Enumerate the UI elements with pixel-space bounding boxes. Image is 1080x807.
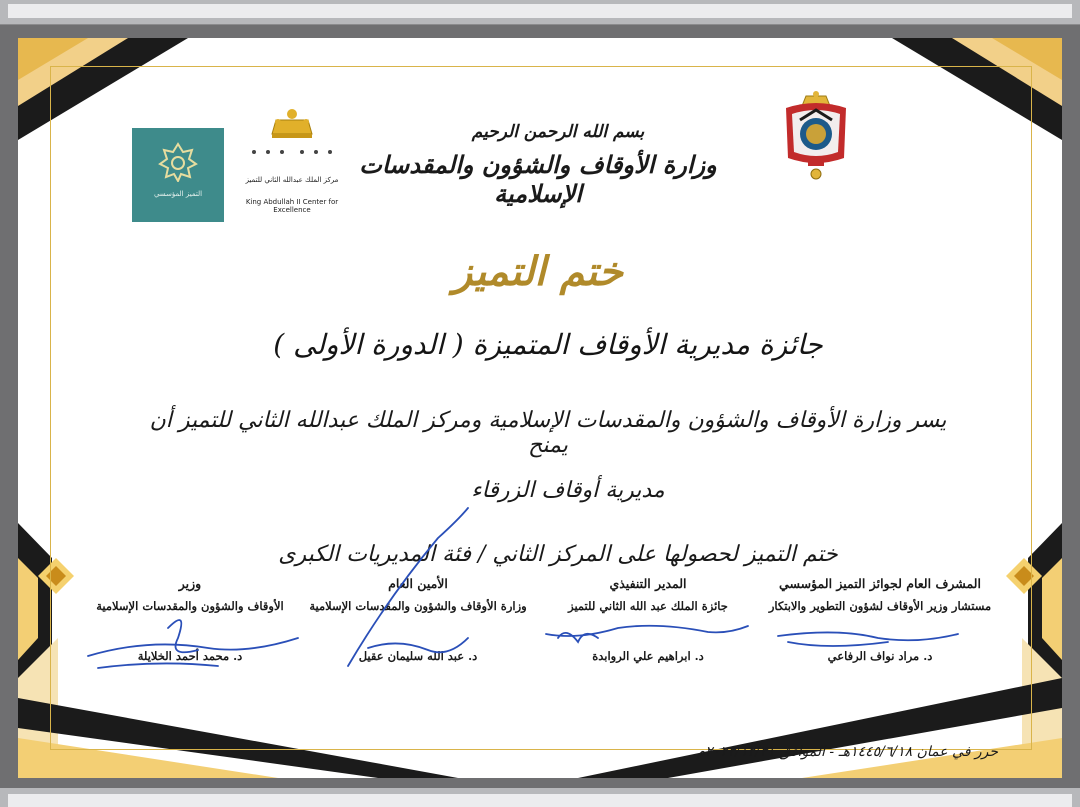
signature-name: د. مراد نواف الرفاعي [827, 649, 933, 663]
recipient-name: مديرية أوقاف الزرقاء [471, 478, 665, 503]
award-name: ختم التميز [453, 248, 623, 295]
signature-title: وزير [178, 576, 202, 591]
top-page-edge [0, 0, 1080, 25]
signature-position: الأوقاف والشؤون والمقدسات الإسلامية [96, 599, 284, 613]
certificate-body-text: يسر وزارة الأوقاف والشؤون والمقدسات الإسلامية ومركز الملك عبدالله الثاني للتميز أن يمنح [149, 408, 947, 458]
handwritten-signatures [18, 38, 1062, 778]
award-result: ختم التميز لحصولها على المركز الثاني / فئة المديريات الكبرى [278, 542, 838, 567]
signature-name: د. عبد الله سليمان عقيل [358, 649, 478, 663]
center-logo-caption-en: King Abdullah II Center for Excellence [245, 198, 339, 214]
signature-position: جائزة الملك عبد الله الثاني للتميز [568, 599, 728, 613]
bottom-page-edge [0, 788, 1080, 807]
basmala: بسم الله الرحمن الرحيم [471, 122, 645, 142]
signature-position: وزارة الأوقاف والشؤون والمقدسات الإسلامية [309, 599, 527, 613]
signature-title: المدير التنفيذي [609, 576, 687, 591]
signature-title: الأمين العام [388, 576, 448, 591]
signature-name: د. ابراهيم علي الروابدة [592, 649, 704, 663]
signature-title: المشرف العام لجوائز التميز المؤسسي [779, 576, 981, 591]
ministry-title: وزارة الأوقاف والشؤون والمقدسات الإسلامية [359, 150, 717, 208]
issue-date: حرر في عمان ١٤٤٥/٦/١٨هـ - الموافق ٢٠٢٣/١٢/٣١م [696, 744, 998, 760]
certificate [18, 38, 1062, 778]
center-logo-caption-ar: مركز الملك عبدالله الثاني للتميز [245, 176, 339, 184]
green-logo-caption: التميز المؤسسي [153, 190, 203, 198]
signature-position: مستشار وزير الأوقاف لشؤون التطوير والابتكار [768, 599, 992, 613]
signature-name: د. محمد أحمد الخلايلة [137, 649, 243, 663]
award-subtitle: جائزة مديرية الأوقاف المتميزة ( الدورة الأولى ) [273, 328, 823, 361]
